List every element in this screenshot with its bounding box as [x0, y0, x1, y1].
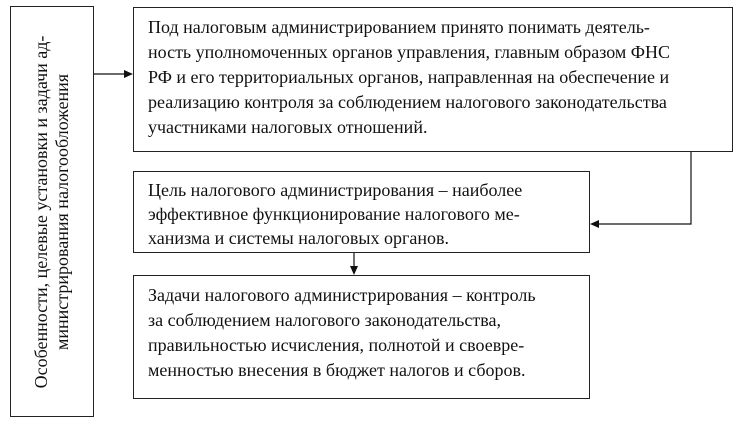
goal-box [133, 171, 590, 253]
tasks-text: Задачи налогового администрирования – контроль за соблюдением налогового законодательства, правильностью исчисления, полнотой и своевре- менностью внесения в бюджет налогов и сборов. [148, 285, 536, 380]
goal-text: Цель налогового администрирования – наиболее эффективное функционирование налогового ме- ханизма и системы налоговых органов. [148, 180, 523, 248]
side-label-box [10, 6, 94, 417]
arrowhead-tasks [350, 266, 358, 275]
definition-text: Под налоговым администрированием принято понимать деятель- ность уполномоченных органов управления, главным образом ФНС РФ и его территориальных органов, направленная на обеспечение и реализацию контроля за соблюдением налогового законодательства участниками налоговых отношений. [148, 17, 671, 137]
arrow-definition-to-goal [598, 152, 691, 224]
definition-box [133, 7, 733, 152]
side-label-text: Особенности, целевые установки и задачи ад- министрирования налогообложения [31, 35, 72, 388]
tasks-box [133, 275, 590, 399]
arrowhead-goal [590, 220, 599, 228]
arrowhead-definition [124, 70, 133, 78]
